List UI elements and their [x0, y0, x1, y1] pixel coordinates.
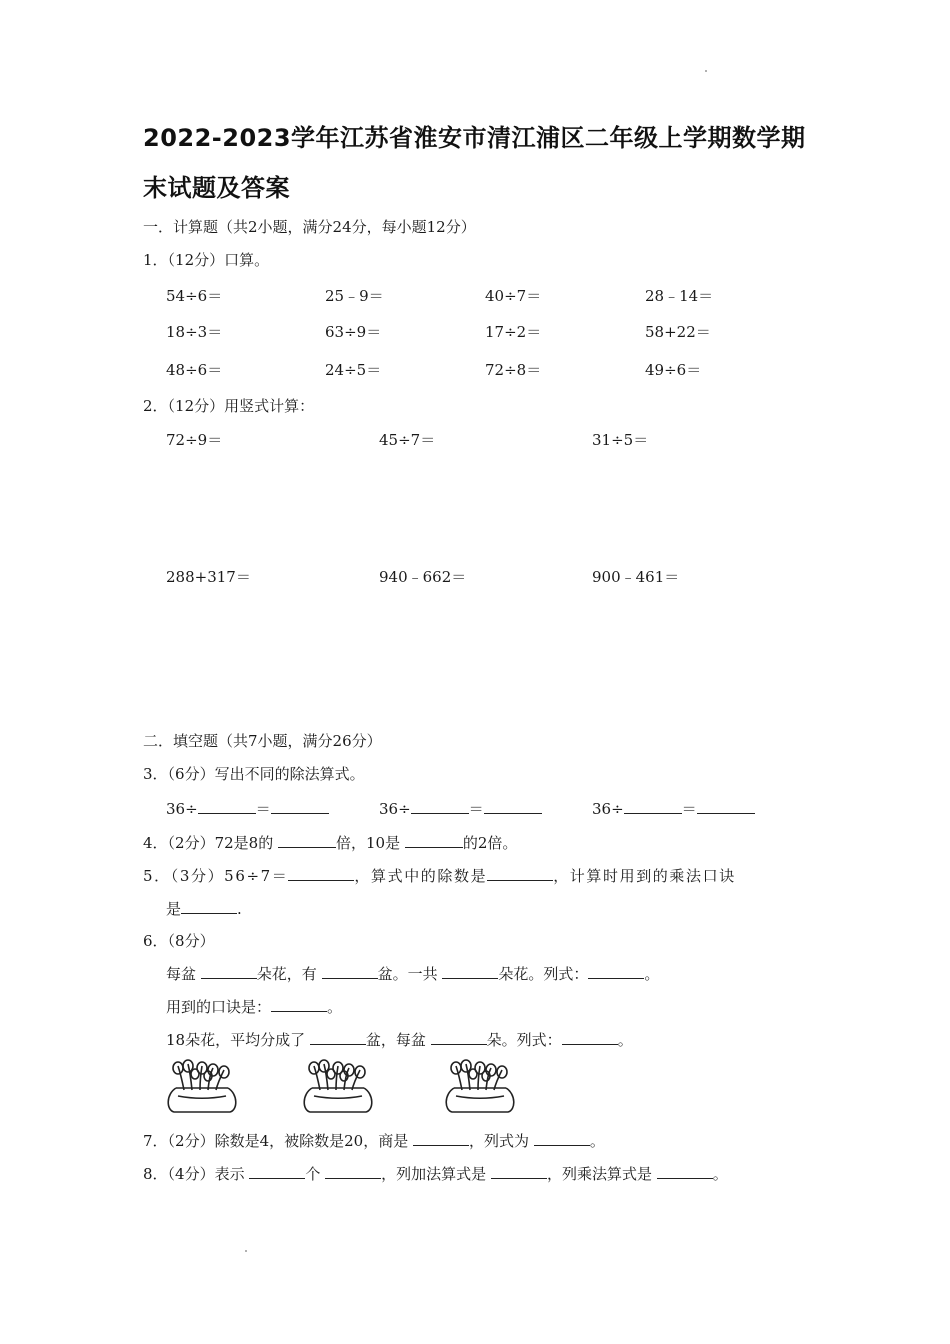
q1-item: 63÷9＝ [325, 323, 382, 341]
q1-item: 40÷7＝ [485, 287, 542, 305]
answer-blank[interactable] [697, 799, 755, 814]
q6-line2: 用到的口诀是： 。 [166, 998, 343, 1016]
scan-dot [705, 70, 707, 72]
answer-blank[interactable] [201, 964, 257, 979]
page-title-line2: 末试题及答案 [143, 174, 290, 202]
answer-blank[interactable] [249, 1164, 305, 1179]
answer-blank[interactable] [624, 799, 682, 814]
scan-dot [245, 1250, 247, 1252]
answer-blank[interactable] [411, 799, 469, 814]
q2-item: 45÷7＝ [379, 431, 436, 449]
answer-blank[interactable] [181, 899, 237, 914]
answer-blank[interactable] [487, 866, 553, 881]
section2-heading: 二．填空题（共7小题，满分26分） [143, 732, 382, 750]
answer-blank[interactable] [431, 1030, 487, 1045]
q3-label: 3．（6分）写出不同的除法算式。 [143, 765, 365, 783]
answer-blank[interactable] [405, 833, 463, 848]
q2-item: 900﹣461＝ [592, 568, 680, 586]
answer-blank[interactable] [588, 964, 644, 979]
q2-item: 31÷5＝ [592, 431, 649, 449]
q3-expr: 36÷ ＝ [379, 798, 542, 819]
q1-item: 18÷3＝ [166, 323, 223, 341]
section1-heading: 一．计算题（共2小题，满分24分，每小题12分） [143, 218, 476, 236]
q5-line1: 5．（3分）56÷7＝ ，算式中的除数是 ，计算时用到的乘法口诀 [143, 867, 736, 885]
answer-blank[interactable] [198, 799, 256, 814]
q1-item: 54÷6＝ [166, 287, 223, 305]
q6-line3: 18朵花，平均分成了 盆，每盆 朵。列式： 。 [166, 1031, 633, 1049]
answer-blank[interactable] [278, 833, 336, 848]
q3-expr: 36÷ ＝ [592, 798, 755, 819]
q1-item: 49÷6＝ [645, 361, 702, 379]
answer-blank[interactable] [271, 997, 327, 1012]
answer-blank[interactable] [413, 1131, 469, 1146]
q5-line2: 是 . [166, 900, 242, 918]
q6-label: 6．（8分） [143, 932, 215, 950]
answer-blank[interactable] [288, 866, 354, 881]
answer-blank[interactable] [322, 964, 378, 979]
page-title-line1: 2022-2023学年江苏省淮安市清江浦区二年级上学期数学期 [143, 124, 806, 152]
q1-label: 1．（12分）口算。 [143, 251, 270, 269]
q1-item: 28﹣14＝ [645, 287, 714, 305]
q1-item: 17÷2＝ [485, 323, 542, 341]
answer-blank[interactable] [657, 1164, 713, 1179]
answer-blank[interactable] [491, 1164, 547, 1179]
q1-item: 25﹣9＝ [325, 287, 384, 305]
flower-pot-icon [300, 1058, 376, 1116]
answer-blank[interactable] [310, 1030, 366, 1045]
q2-item: 288+317＝ [166, 568, 251, 586]
answer-blank[interactable] [325, 1164, 381, 1179]
flower-pot-icon [164, 1058, 240, 1116]
q3-expr: 36÷ ＝ [166, 798, 329, 819]
q1-item: 48÷6＝ [166, 361, 223, 379]
q6-line1: 每盆 朵花，有 盆。一共 朵花。列式： 。 [166, 965, 660, 983]
flower-pot-icon [442, 1058, 518, 1116]
answer-blank[interactable] [562, 1030, 618, 1045]
q4: 4．（2分）72是8的 倍，10是 的2倍。 [143, 834, 518, 852]
q2-item: 940﹣662＝ [379, 568, 467, 586]
q8: 8．（4分）表示 个 ，列加法算式是 ，列乘法算式是 。 [143, 1165, 728, 1183]
q7: 7．（2分）除数是4，被除数是20，商是 ，列式为 。 [143, 1132, 605, 1150]
answer-blank[interactable] [534, 1131, 590, 1146]
q2-label: 2．（12分）用竖式计算： [143, 397, 315, 415]
q1-item: 58+22＝ [645, 323, 711, 341]
q1-item: 72÷8＝ [485, 361, 542, 379]
answer-blank[interactable] [442, 964, 498, 979]
q2-item: 72÷9＝ [166, 431, 223, 449]
q1-item: 24÷5＝ [325, 361, 382, 379]
answer-blank[interactable] [271, 799, 329, 814]
answer-blank[interactable] [484, 799, 542, 814]
